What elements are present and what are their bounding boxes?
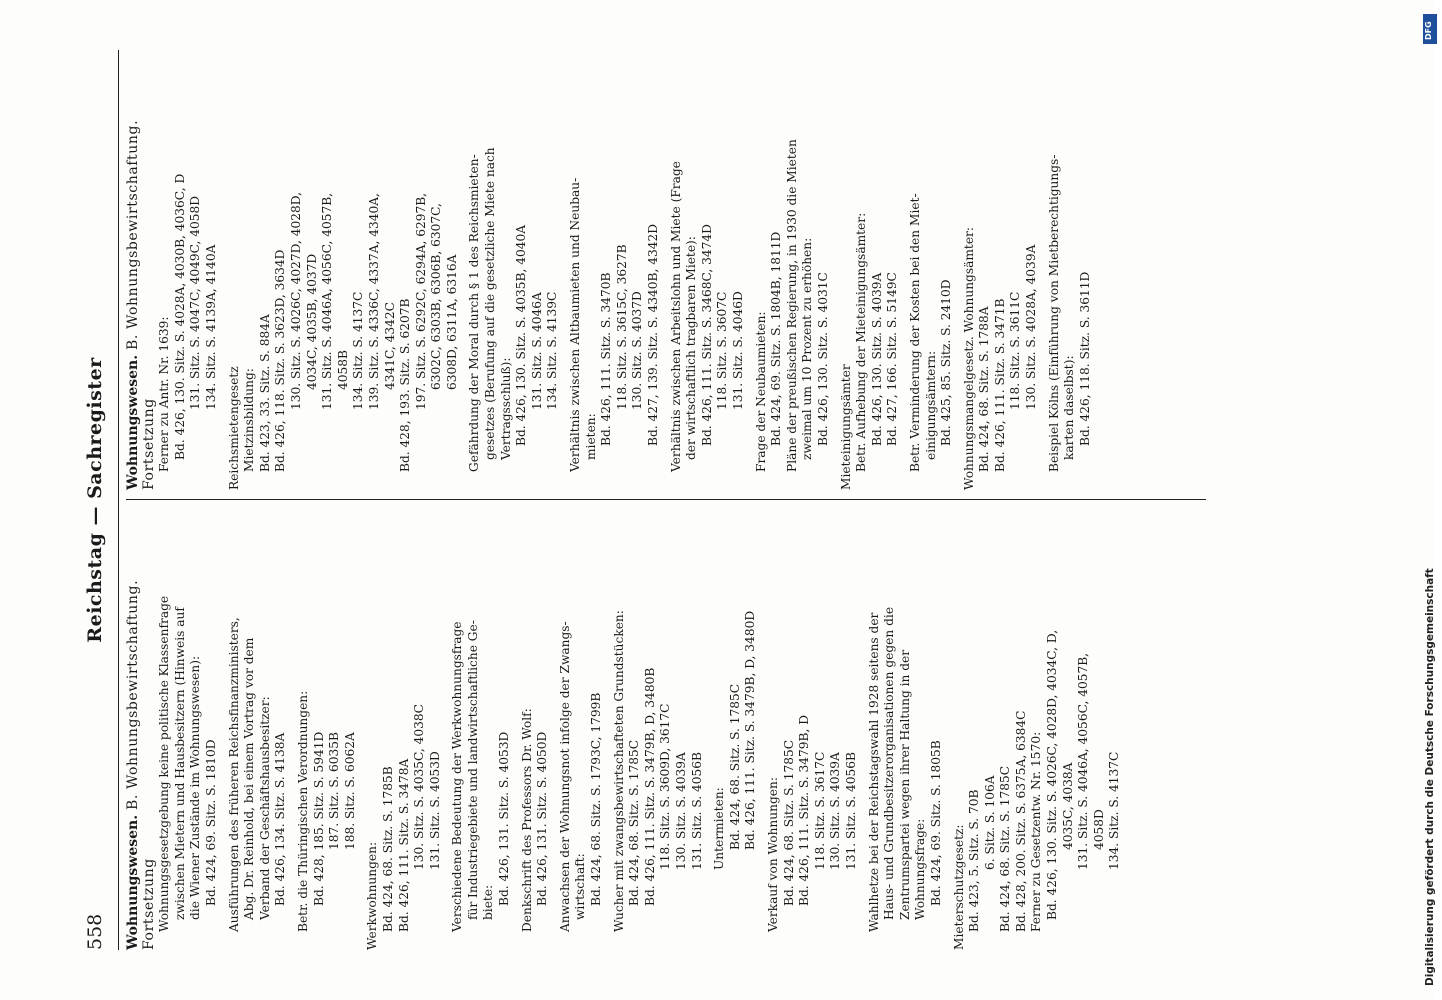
index-entry-line: Bd. 426, 111. Sitz. S. 3479B, D, 3480D [743,610,758,850]
dfg-logo-text: DFG [1424,21,1433,40]
index-entry-line: Bd. 428, 200. Sitz. S. 6375A, 6384C [1013,710,1028,932]
index-entry-line: der wirtschaftlich tragbaren Miete): [684,236,699,460]
entry-gap [513,510,520,950]
entry-gap [901,50,908,490]
index-entry-line: 118. Sitz. S. 3617C [812,751,827,870]
index-entry-line: 4034C, 4035B, 4037D [304,253,319,390]
index-entry-line: 130. Sitz. S. 4039A [828,752,843,870]
index-entry-line: Bd. 426, 134. Sitz. S. 4138A [273,732,288,906]
index-entry-line: Bd. 424, 68. Sitz. S. 1785C [781,739,796,906]
index-entry-line: Bd. 426, 130. Sitz. S. 4028A, 4030B, 4036C, D [172,173,187,460]
index-entry-line: biete: [481,884,496,920]
credit-strip [1418,8,1442,992]
index-entry-line: Denkschrift des Professors Dr. Wolf: [519,708,534,932]
index-entry-line: Bd. 426, 118. Sitz. S. 3611D [1077,271,1092,446]
index-entry-line: Wohnungsfrage: [913,818,928,920]
credit-text: Digitalisierung gefördert durch die Deutsche Forschungsgemeinschaft [1424,568,1436,986]
index-entry-line: Ferner zu Antr. Nr. 1639: [157,316,172,472]
index-entry-line: Bd. 424, 68. Sitz. S. 1785C [727,683,742,850]
index-entry-line: wirtschaft: [573,853,588,920]
index-entry-line: Bd. 426, 111. Sitz. S. 3468C, 3474D [699,224,714,446]
columns [126,50,1306,950]
index-entry-line: Bd. 424, 69. Sitz. S. 1804B, 1811D [769,231,784,446]
index-entry-line: 197. Sitz. S. 6292C, 6294A, 6297B, [413,192,428,410]
entry-gap [220,510,227,950]
index-entry-line: Bd. 424, 69. Sitz. S. 1810D [203,739,218,906]
left-section-heading [126,510,157,950]
entry-gap [759,510,766,950]
index-entry-line: mieten: [583,413,598,460]
entry-gap [945,510,952,950]
dfg-logo [1423,14,1437,44]
index-entry-line: gesetzes (Berufung auf die gesetzliche Miete nach [483,147,498,460]
index-entry-line: Bd. 427, 139. Sitz. S. 4340B, 4342D [646,223,660,446]
index-entry-line: 134. Sitz. S. 4139C [545,291,560,410]
index-entry-line: 130. Sitz. S. 4035C, 4038C [412,704,427,870]
index-entry-line: Vertragsschluß): [498,357,513,460]
index-entry-line: 131. Sitz. S. 4056B [689,752,704,870]
rotated-index-page [80,50,1310,950]
index-entry-line: Bd. 426, 131. Sitz. S. 4053D [497,731,512,906]
index-entry-line: Reichsmietengesetz [226,366,241,490]
index-entry-line: 131. Sitz. S. 4046A, 4056C, 4057B, [320,192,335,410]
index-entry-line: 131. Sitz. S. 4056B [843,752,858,870]
page-header [80,50,118,950]
index-entry-line: Bd. 427, 166. Sitz. S. 5149C [885,272,900,446]
entry-gap [1040,50,1047,490]
index-entry-line: 6308D, 6311A, 6316A [444,254,459,390]
index-entry-line: einigungsämtern: [923,350,938,460]
index-entry-line: Bd. 424, 69. Sitz. S. 1805B [928,740,943,906]
left-heading-rest: B. Wohnungsbewirtschaftung. Fortsetzung [125,579,157,950]
index-entry-line: zweimal um 10 Prozent zu erhöhen: [800,237,815,460]
entry-gap [747,50,754,490]
entry-gap [289,510,296,950]
index-entry-line: 131. Sitz. S. 4046A [529,292,544,410]
page-title: Reichstag — Sachregister [84,357,106,643]
index-entry-line: Beispiel Kölns (Einführung von Mietberechtigungs- [1046,154,1061,472]
index-entry-line: 4058D [1091,809,1106,850]
right-section-heading [126,50,157,490]
index-entry-line: Bd. 424, 68. Sitz. S. 1785C [998,765,1013,932]
right-heading-bold: Wohnungswesen. [125,354,141,490]
index-entry-line: 130. Sitz. S. 4028A, 4039A [1024,244,1039,410]
index-entry-line: 131. Sitz. S. 4047C, 4049C, 4058D [188,195,203,410]
index-entry-line: Ausführungen des früheren Reichsfinanzministers, [226,617,241,932]
index-entry-line: 4035C, 4038A [1060,762,1075,850]
index-entry-line: 139. Sitz. S. 4336C, 4337A, 4340A, [366,193,381,410]
right-column [126,50,1296,490]
index-entry-line: Werkwohnungen: [365,841,380,950]
index-entry-line: 6. Sitz. S. 106A [982,775,997,870]
index-entry-line: Mietzinsbildung: [242,368,257,472]
index-entry-line: 118. Sitz. S. 3609D, 3617C [658,703,673,870]
index-entry-line: Bd. 424, 68. Sitz. S. 1785C [627,739,642,906]
index-entry-line: Zentrumspartei wegen ihrer Haltung in der [897,649,912,920]
index-entry-line: Bd. 426, 131. Sitz. S. 4050D [535,731,550,906]
entry-gap [358,510,365,950]
index-entry-line: Betr. die Thüringischen Verordnungen: [295,690,310,932]
index-entry-line: Bd. 423, 33. Sitz. S. 884A [257,314,272,472]
index-entry-line: 118. Sitz. S. 3607C [715,291,730,410]
index-entry-line: Bd. 424, 68. Sitz. S. 1788A [977,306,992,472]
index-entry-line: Wohnungsmangelgesetz. Wohnungsämter: [961,227,976,490]
index-entry-line: Verhältnis zwischen Altbaumieten und Neubau- [568,177,583,472]
index-entry-line: 131. Sitz. S. 4046A, 4056C, 4057B, [1076,652,1091,870]
index-entry-line: 118. Sitz. S. 3615C, 3627B [614,244,629,410]
index-entry-line: Haus- und Grundbesitzerorganisationen gegen die [882,606,897,920]
index-entry-line: Bd. 425, 85. Sitz. S. 2410D [939,279,954,446]
index-entry-line: Bd. 428, 185. Sitz. S. 5941D [311,731,326,906]
entry-gap [832,50,839,490]
index-entry-line: Bd. 426, 111. Sitz. S. 3479B, D [797,715,812,906]
index-entry-line: Bd. 426, 111. Sitz. S. 3470B [599,272,614,446]
index-entry-line: Frage der Neubaumieten: [753,311,768,472]
index-entry-line: 134. Sitz. S. 4139A, 4140A [203,244,218,410]
index-entry-line: Bd. 426, 130. Sitz. S. 4039A [869,272,884,446]
index-entry-line: Ferner zu Gesetzentw. Nr. 1570: [1029,731,1044,932]
index-entry-line: Mieteinigungsämter [838,364,853,490]
index-entry-line: 131. Sitz. S. 4046D [730,291,745,410]
left-heading-bold: Wohnungswesen. [125,814,141,950]
index-entry-line: 4058B [335,350,350,390]
index-entry-line: zwischen Mietern und Hausbesitzern (Hinweis auf [172,607,187,920]
index-entry-line: Untermieten: [712,787,727,870]
index-entry-line: 4341C, 4342C [382,302,397,390]
entry-gap [561,50,568,490]
index-entry-line: 130. Sitz. S. 4026C, 4027D, 4028D, [288,192,303,410]
index-entry-line: Bd. 426, 130. Sitz. S. 4035B, 4040A [514,224,529,446]
index-entry-line: 118. Sitz. S. 3611C [1008,291,1023,410]
index-entry-line: Bd. 426, 111. Sitz. S. 3471B [992,298,1007,472]
index-entry-line: 130. Sitz. S. 4037D [630,291,645,410]
index-entry-line: Bd. 424, 68. Sitz. S. 1785B [380,766,395,932]
page-number: 558 [84,913,106,950]
index-entry-line: Wohnungsgesetzgebung keine politische Klassenfrage [157,595,172,932]
entry-gap [860,510,867,950]
index-entry-line: 188. Sitz. S. 6062A [342,732,357,850]
index-entry-line: 187. Sitz. S. 6035B [327,732,342,850]
entry-gap [705,510,712,950]
index-entry-line: Betr. Verminderung der Kosten bei den Miet- [907,193,922,472]
entry-gap [551,510,558,950]
index-entry-line: Gefährdung der Moral durch § 1 des Reichsmieten- [467,154,482,472]
index-entry-line: Abg. Dr. Reinhold, bei einem Vortrag vor dem [242,637,257,920]
index-entry-line: 131. Sitz. S. 4053D [427,751,442,870]
right-heading-rest: B. Wohnungsbewirtschaftung. Fortsetzung [125,119,157,490]
index-entry-line: Anwachsen der Wohnungsnot infolge der Zwangs- [557,621,572,932]
index-entry-line: Wucher mit zwangsbewirtschafteten Grundstücken: [611,610,626,932]
header-rule [118,50,119,950]
index-entry-line: Verhältnis zwischen Arbeitslohn und Miete (Frage [668,161,683,472]
left-column [126,510,1296,950]
entry-gap [460,50,467,490]
entry-gap [220,50,227,490]
index-entry-line: die Wiener Zustände im Wohnungswesen): [188,655,203,920]
index-entry-line: Bd. 426, 111. Sitz. S. 3478A [396,758,411,932]
index-entry-line: Bd. 426, 130. Sitz. S. 4026C, 4028D, 4034C, D, [1045,629,1060,920]
index-entry-line: Verschiedene Bedeutung der Werkwohnungsfrage [450,621,465,932]
index-entry-line: Verband der Geschäftshausbesitzer: [257,696,272,920]
index-entry-line: Mieterschutzgesetz: [951,824,966,950]
index-entry-line: 134. Sitz. S. 4137C [1107,751,1122,870]
index-entry-line: karten daselbst): [1062,355,1077,460]
index-entry-line: Wahlhetze bei der Reichstagswahl 1928 seitens der [866,612,881,932]
index-entry-line: 130. Sitz. S. 4039A [674,752,688,870]
index-entry-line: für Industriegebiete und landwirtschaftliche Ge- [465,620,480,920]
entry-gap [605,510,612,950]
index-entry-line: Bd. 428, 193. Sitz. S. 6207B [398,298,413,472]
index-entry-line: Bd. 423, 5. Sitz. S. 70B [967,789,982,932]
index-entry-line: 134. Sitz. S. 4137C [351,291,366,410]
index-entry-line: Betr. Aufhebung der Mieteinigungsämter: [854,212,869,472]
column-divider [126,499,1206,500]
index-entry-line: Bd. 426, 118. Sitz. S. 3623D, 3634D [273,249,288,472]
entry-gap [662,50,669,490]
index-entry-line: Bd. 424, 68. Sitz. S. 1793C, 1799B [589,692,604,906]
index-entry-line: Verkauf von Wohnungen: [765,777,780,932]
index-entry-line: Bd. 426, 130. Sitz. S. 4031C [815,272,830,446]
entry-gap [443,510,450,950]
digitization-credit [1418,8,1442,992]
index-entry-line: Bd. 426, 111. Sitz. S. 3479B, D, 3480B [642,667,657,906]
entry-gap [955,50,962,490]
index-entry-line: Pläne der preußischen Regierung, in 1930 die Mieten [784,139,799,472]
index-entry-line: 6302C, 6303B, 6306B, 6307C, [429,203,444,390]
